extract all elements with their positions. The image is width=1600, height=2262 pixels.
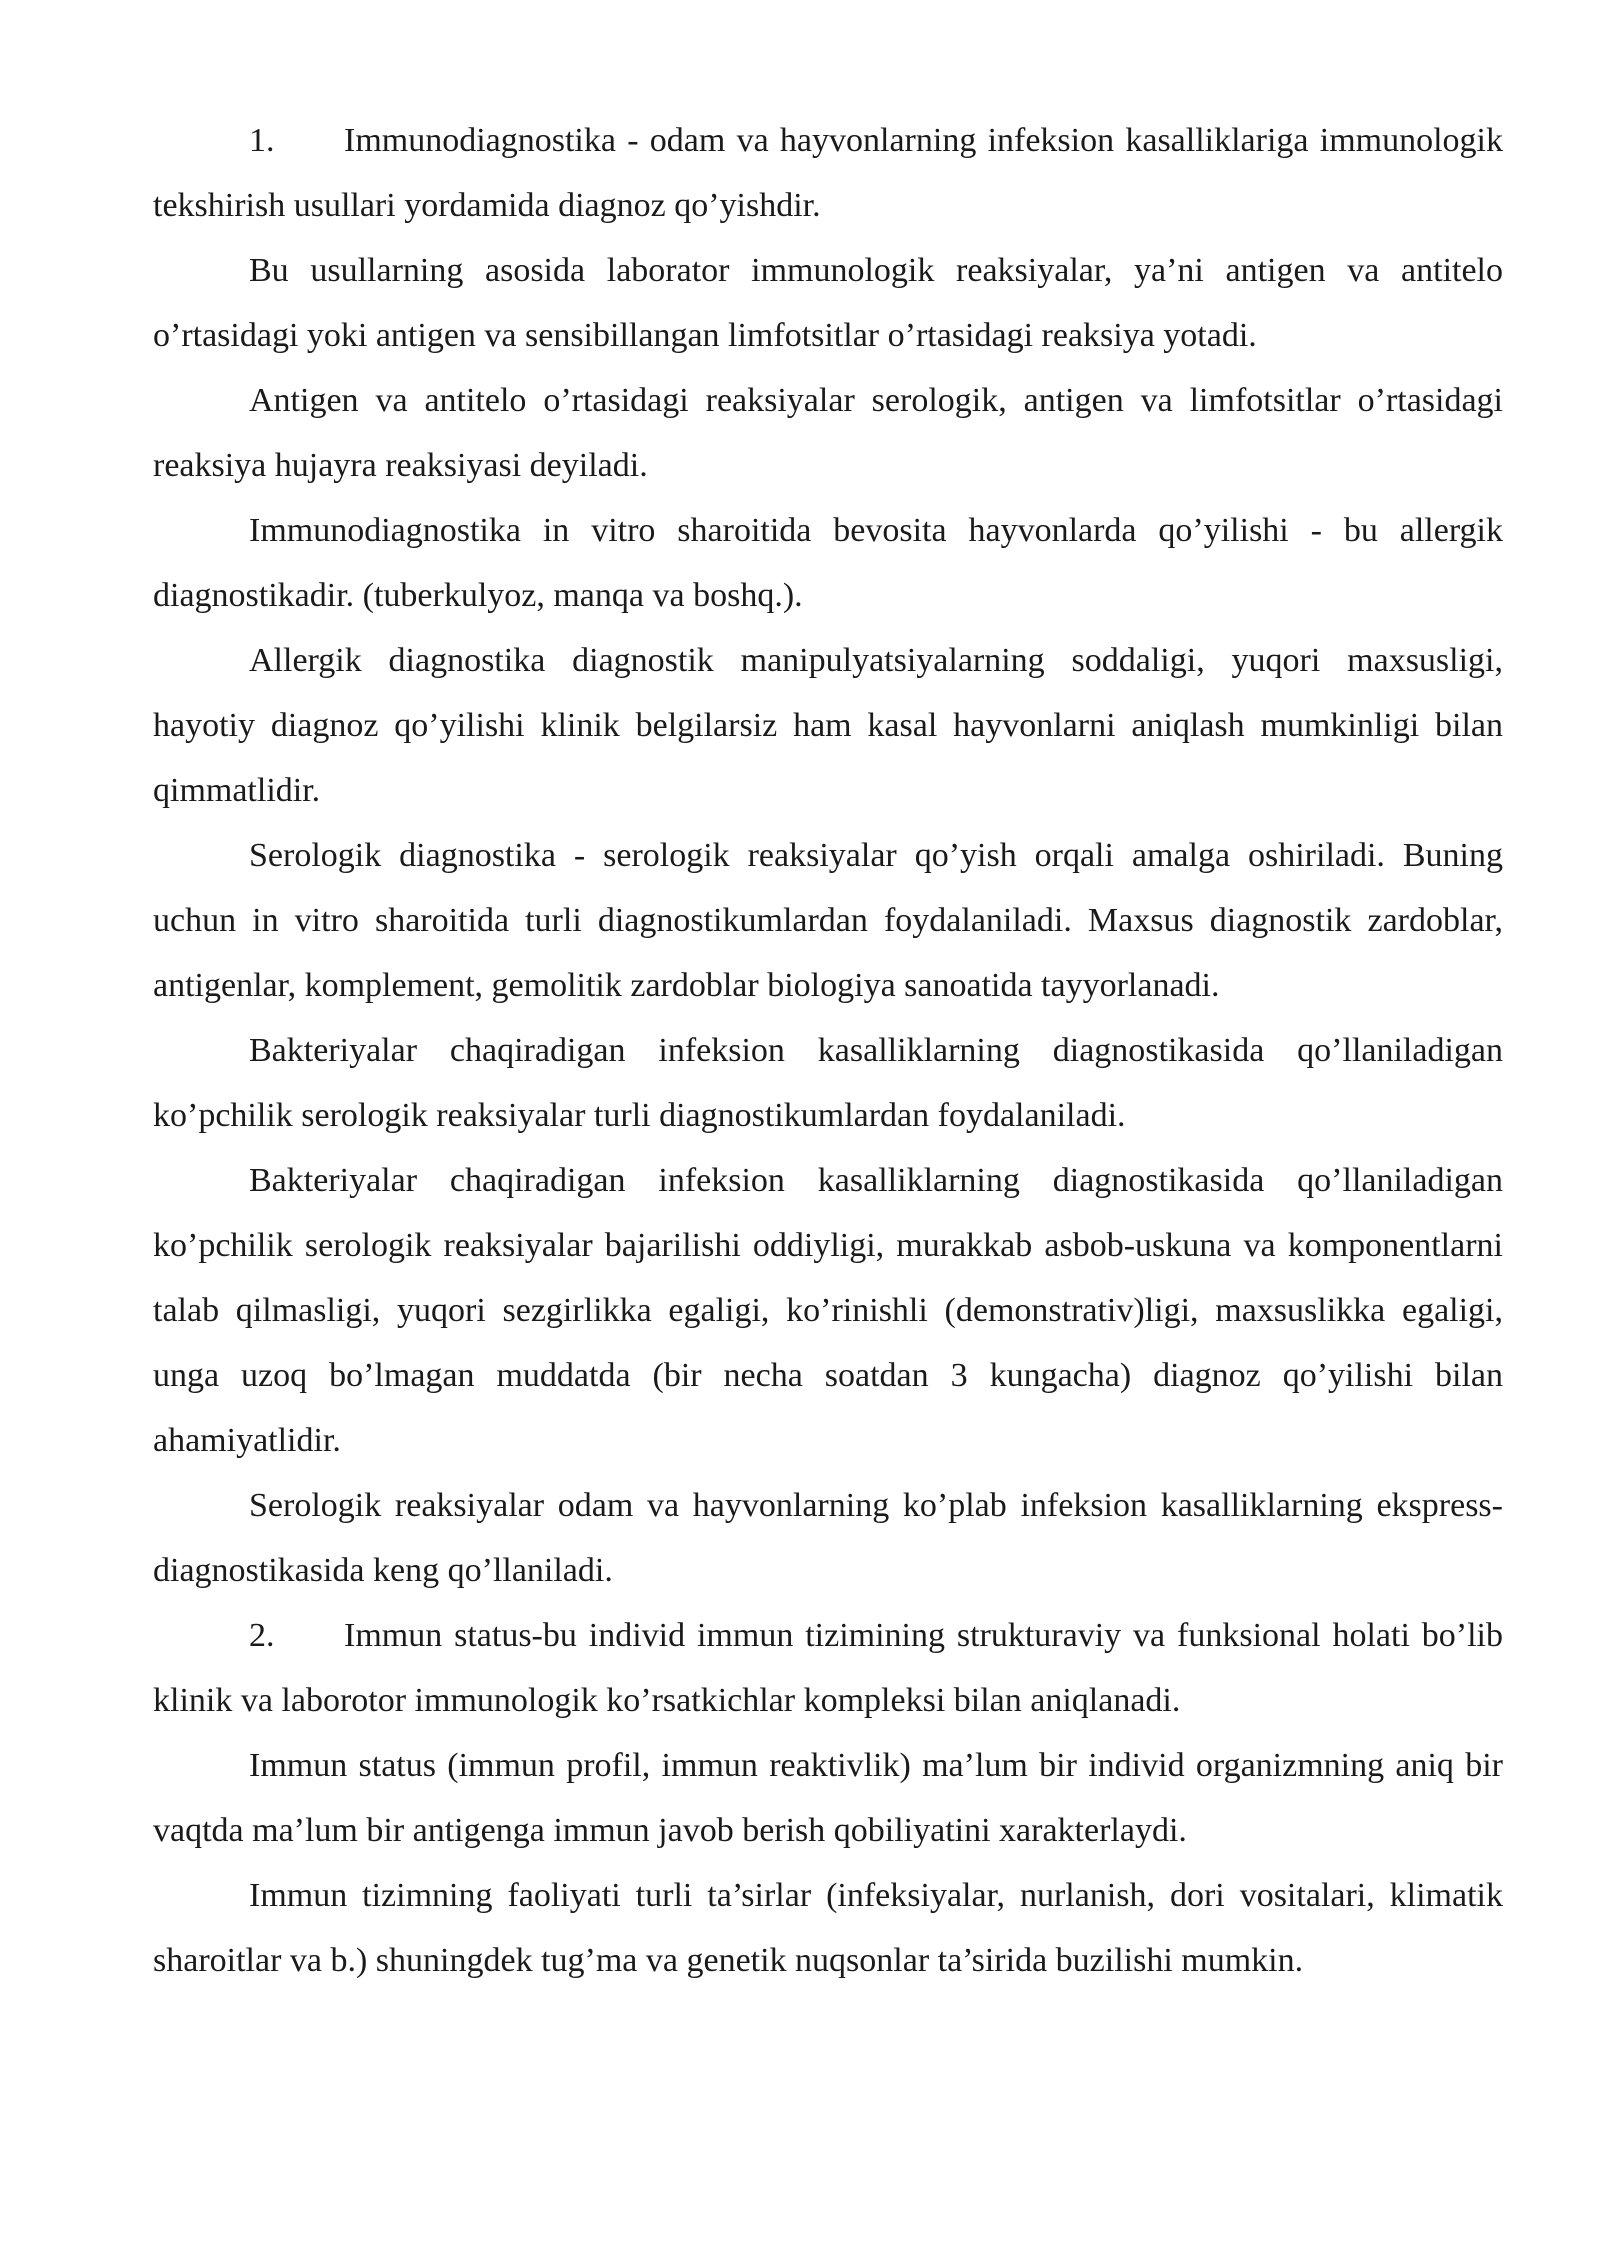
paragraph: [153, 498, 1503, 628]
paragraph-number: 1.: [249, 122, 275, 159]
numbered-paragraph: [153, 1603, 1503, 1733]
paragraph-text: Immunodiagnostika in vitro sharoitida bevosita hayvonlarda qo’yilishi - bu allergik diagnostikadir. (tuberkulyoz, manqa va boshq.).: [153, 512, 1503, 614]
paragraph-text: Bu usullarning asosida laborator immunologik reaksiyalar, ya’ni antigen va antitelo o’rtasidagi yoki antigen va sensibillangan limfotsitlar o’rtasidagi reaksiya yotadi.: [153, 252, 1503, 354]
paragraph-text: Bakteriyalar chaqiradigan infeksion kasalliklarning diagnostikasida qo’llaniladigan ko’pchilik serologik reaksiyalar bajarilishi oddiyligi, murakkab asbob-uskuna va komponentlarni talab qilmasligi, yuqori sezgirlikka egaligi, ko’rinishli (demonstrativ)ligi, maxsuslikka egaligi, unga uzoq bo’lmagan muddatda (bir necha soatdan 3 kungacha) diagnoz qo’yilishi bilan ahamiyatlidir.: [153, 1162, 1503, 1459]
paragraph: [153, 1473, 1503, 1603]
paragraph-number: 2.: [249, 1617, 275, 1654]
paragraph: [153, 1863, 1503, 1993]
paragraph-text: Immun tizimning faoliyati turli ta’sirlar (infeksiyalar, nurlanish, dori vositalari, klimatik sharoitlar va b.) shuningdek tug’ma va genetik nuqsonlar ta’sirida buzilishi mumkin.: [153, 1877, 1503, 1979]
paragraph: [153, 368, 1503, 498]
paragraph: [153, 628, 1503, 823]
paragraph-text: Serologik diagnostika - serologik reaksiyalar qo’yish orqali amalga oshiriladi. Buning uchun in vitro sharoitida turli diagnostikumlardan foydalaniladi. Maxsus diagnostik zardoblar, antigenlar, komplement, gemolitik zardoblar biologiya sanoatida tayyorlanadi.: [153, 837, 1503, 1004]
paragraph: [153, 1733, 1503, 1863]
document-page: [153, 108, 1503, 1993]
paragraph: [153, 238, 1503, 368]
paragraph-text: Allergik diagnostika diagnostik manipulyatsiyalarning soddaligi, yuqori maxsusligi, hayotiy diagnoz qo’yilishi klinik belgilarsiz ham kasal hayvonlarni aniqlash mumkinligi bilan qimmatlidir.: [153, 642, 1503, 809]
paragraph-text: Bakteriyalar chaqiradigan infeksion kasalliklarning diagnostikasida qo’llaniladigan ko’pchilik serologik reaksiyalar turli diagnostikumlardan foydalaniladi.: [153, 1032, 1503, 1134]
paragraph-text: Immunodiagnostika - odam va hayvonlarning infeksion kasalliklariga immunologik tekshirish usullari yordamida diagnoz qo’yishdir.: [153, 122, 1503, 224]
paragraph-text: Immun status (immun profil, immun reaktivlik) ma’lum bir individ organizmning aniq bir vaqtda ma’lum bir antigenga immun javob berish qobiliyatini xarakterlaydi.: [153, 1747, 1503, 1849]
paragraph-text: Immun status-bu individ immun tizimining strukturaviy va funksional holati bo’lib klinik va laborotor immunologik ko’rsatkichlar kompleksi bilan aniqlanadi.: [153, 1617, 1503, 1719]
paragraph-text: Antigen va antitelo o’rtasidagi reaksiyalar serologik, antigen va limfotsitlar o’rtasidagi reaksiya hujayra reaksiyasi deyiladi.: [153, 382, 1503, 484]
numbered-paragraph: [153, 108, 1503, 238]
paragraph: [153, 1018, 1503, 1148]
paragraph: [153, 823, 1503, 1018]
paragraph-text: Serologik reaksiyalar odam va hayvonlarning ko’plab infeksion kasalliklarning ekspress-diagnostikasida keng qo’llaniladi.: [153, 1487, 1503, 1589]
paragraph: [153, 1148, 1503, 1473]
